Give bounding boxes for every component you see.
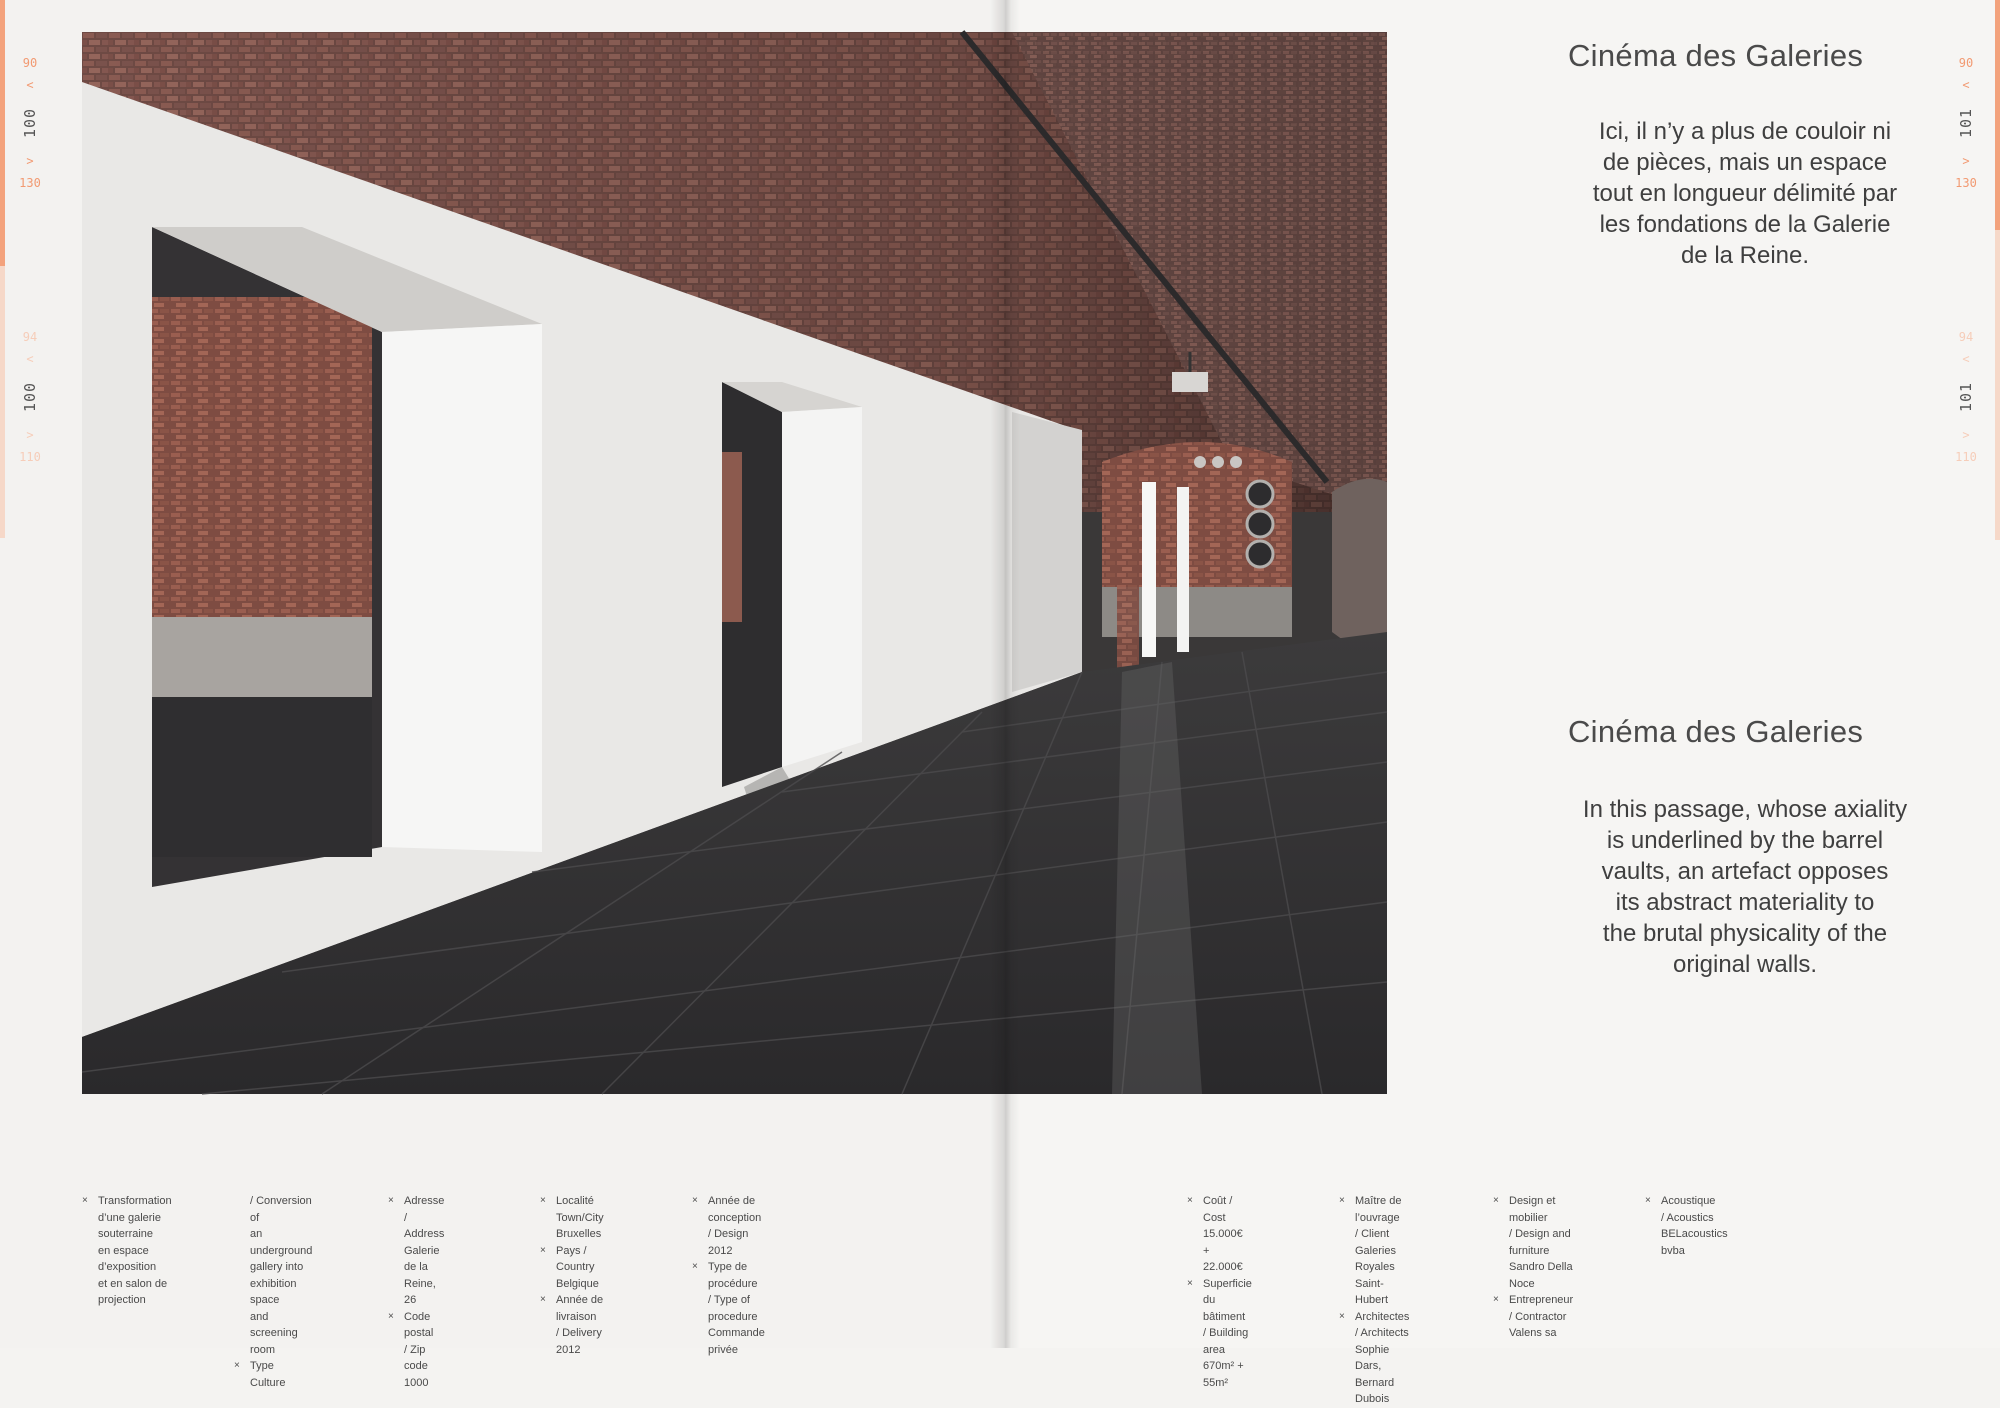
- credit-line: Année de livraison: [556, 1294, 604, 1323]
- credit-column: [1339, 1193, 1409, 1408]
- folio-prev[interactable]: 94: [1958, 330, 1974, 344]
- credit-line: Code postal: [404, 1310, 434, 1339]
- credit-line: / Building area: [1203, 1327, 1249, 1356]
- credit-line: Culture: [250, 1376, 286, 1389]
- body-line: is underlined by the barrel: [1606, 827, 1884, 854]
- credit-entry: [1187, 1276, 1252, 1392]
- folio-current: 101: [1957, 381, 1975, 413]
- credit-line: Type de procédure: [708, 1261, 758, 1290]
- folio-next-arrow: >: [1962, 428, 1970, 442]
- folio-next[interactable]: 130: [19, 176, 41, 190]
- credit-line: Valens sa: [1509, 1327, 1557, 1339]
- credit-line: Coût / Cost: [1203, 1195, 1233, 1224]
- credit-column: [1493, 1193, 1573, 1342]
- folio-prev-arrow: <: [26, 352, 34, 366]
- body-french: [1560, 116, 1930, 271]
- credit-line: Belgique: [556, 1277, 599, 1290]
- credit-entry: [388, 1193, 444, 1309]
- credit-line: / Contractor: [1509, 1310, 1567, 1323]
- credit-line: Galeries Royales: [1355, 1244, 1396, 1273]
- credit-entry: [1187, 1193, 1252, 1276]
- credit-column: [82, 1193, 172, 1309]
- bullet-cross-icon: ×: [1187, 1277, 1193, 1289]
- bullet-cross-icon: ×: [540, 1294, 546, 1305]
- folio-next-arrow: >: [1962, 154, 1970, 168]
- left-thumb-tab: [0, 0, 5, 266]
- credit-line: / Delivery: [556, 1327, 602, 1339]
- folio-next-arrow: >: [26, 428, 34, 442]
- credit-entry: [1493, 1292, 1573, 1342]
- bullet-cross-icon: ×: [692, 1195, 698, 1206]
- folio-left-bottom: [10, 330, 50, 464]
- credit-line: d’une galerie: [98, 1211, 161, 1224]
- body-line: original walls.: [1672, 951, 1818, 978]
- credit-line: / Architects: [1355, 1327, 1409, 1339]
- body-english: [1560, 794, 1930, 980]
- body-line: tout en longueur délimité par: [1592, 180, 1898, 207]
- credit-column: [540, 1193, 604, 1358]
- credit-line: BELacoustics bvba: [1661, 1228, 1728, 1257]
- credit-entry: [1645, 1193, 1728, 1259]
- credit-entry: [1339, 1193, 1409, 1309]
- credit-line: en espace: [98, 1244, 149, 1257]
- body-line: de la Reine.: [1680, 242, 1810, 269]
- body-line: Ici, il n’y a plus de couloir ni: [1598, 118, 1892, 145]
- credit-column: [1645, 1193, 1728, 1259]
- credit-line: and screening: [250, 1310, 298, 1339]
- credit-line: Sophie Dars,: [1355, 1343, 1390, 1372]
- credit-line: Année de: [708, 1195, 756, 1207]
- credit-entry: [1493, 1193, 1573, 1292]
- bullet-cross-icon: ×: [540, 1244, 546, 1256]
- credit-line: 2012: [556, 1343, 581, 1356]
- body-line: les fondations de la Galerie: [1599, 211, 1891, 238]
- folio-right-top: [1946, 56, 1986, 190]
- gallery-photograph: [82, 32, 1387, 1094]
- folio-prev-arrow: <: [1962, 352, 1970, 366]
- credit-line: Architectes: [1355, 1310, 1410, 1323]
- left-thumb-tab-light: [0, 266, 5, 538]
- credit-line: / Design: [708, 1228, 749, 1240]
- credit-line: Bruxelles: [556, 1228, 602, 1240]
- credit-line: an underground: [250, 1228, 313, 1257]
- credit-entry: [1339, 1309, 1409, 1408]
- folio-next[interactable]: 110: [1955, 450, 1977, 464]
- bullet-cross-icon: ×: [388, 1310, 394, 1322]
- credit-line: / Type of: [708, 1294, 750, 1306]
- title-french: Cinéma des Galeries: [1568, 38, 1864, 73]
- credit-entry: [540, 1243, 604, 1293]
- body-line: vaults, an artefact opposes: [1601, 858, 1889, 885]
- bullet-cross-icon: ×: [692, 1261, 698, 1272]
- credit-entry: [234, 1193, 312, 1358]
- credit-entry: [388, 1309, 444, 1392]
- credit-line: 15.000€ + 22.000€: [1203, 1228, 1243, 1273]
- credit-line: et en salon de: [98, 1277, 168, 1290]
- credit-line: / Acoustics: [1661, 1211, 1714, 1224]
- credit-column: [388, 1193, 444, 1391]
- credit-line: souterraine: [98, 1228, 154, 1240]
- credit-line: Localité: [556, 1195, 594, 1207]
- folio-current: 100: [21, 381, 39, 413]
- credit-line: / Conversion of: [250, 1195, 312, 1224]
- credit-line: Saint-Hubert: [1355, 1277, 1389, 1306]
- credit-line: Town/City: [556, 1211, 604, 1224]
- credit-column: [1187, 1193, 1252, 1391]
- bullet-cross-icon: ×: [388, 1195, 394, 1206]
- credit-line: room: [250, 1343, 276, 1356]
- right-thumb-tab: [1995, 0, 2000, 230]
- credit-line: Entrepreneur: [1509, 1294, 1574, 1306]
- right-thumb-tab-light: [1995, 230, 2000, 540]
- bullet-cross-icon: ×: [234, 1360, 240, 1371]
- credit-line: Bernard Dubois: [1355, 1376, 1395, 1405]
- credit-entry: [692, 1259, 765, 1358]
- credit-line: d’exposition: [98, 1261, 157, 1273]
- bullet-cross-icon: ×: [1493, 1195, 1499, 1206]
- credit-line: 2012: [708, 1244, 733, 1257]
- folio-next[interactable]: 110: [19, 450, 41, 464]
- credit-line: Type: [250, 1360, 274, 1372]
- folio-prev[interactable]: 90: [1958, 56, 1974, 70]
- bullet-cross-icon: ×: [540, 1195, 546, 1206]
- credit-line: Pays / Country: [556, 1244, 595, 1273]
- bullet-cross-icon: ×: [1339, 1195, 1345, 1206]
- credit-line: / Zip code: [404, 1343, 428, 1372]
- credit-line: Sandro Della Noce: [1509, 1261, 1573, 1290]
- bullet-cross-icon: ×: [1493, 1294, 1499, 1305]
- credit-line: / Design and: [1509, 1228, 1571, 1240]
- credit-line: exhibition space: [250, 1277, 297, 1306]
- credit-line: furniture: [1509, 1244, 1550, 1257]
- folio-next-arrow: >: [26, 154, 34, 168]
- credit-line: bâtiment: [1203, 1310, 1246, 1323]
- credit-line: projection: [98, 1294, 146, 1306]
- bullet-cross-icon: ×: [1645, 1195, 1651, 1206]
- folio-prev-arrow: <: [26, 78, 34, 92]
- credit-line: Maître de l’ouvrage: [1355, 1195, 1402, 1224]
- credit-line: conception: [708, 1211, 762, 1224]
- credit-line: / Client: [1355, 1228, 1390, 1240]
- credit-line: Commande privée: [708, 1327, 765, 1356]
- bullet-cross-icon: ×: [1339, 1310, 1345, 1322]
- credit-entry: [540, 1193, 604, 1243]
- credit-line: Transformation: [98, 1195, 172, 1207]
- credit-entry: [692, 1193, 765, 1259]
- credit-line: Acoustique: [1661, 1195, 1716, 1207]
- folio-next[interactable]: 130: [1955, 176, 1977, 190]
- folio-current: 101: [1957, 107, 1975, 139]
- body-line: In this passage, whose axiality: [1582, 796, 1908, 823]
- credit-line: Reine, 26: [404, 1277, 436, 1306]
- credit-line: Design et mobilier: [1509, 1195, 1556, 1224]
- credit-line: Adresse / Address: [404, 1195, 445, 1240]
- body-line: the brutal physicality of the: [1602, 920, 1888, 947]
- credit-line: 670m² + 55m²: [1203, 1360, 1244, 1389]
- credit-line: 1000: [404, 1376, 429, 1389]
- bullet-cross-icon: ×: [1187, 1195, 1193, 1206]
- credit-column: [234, 1193, 312, 1391]
- folio-prev-arrow: <: [1962, 78, 1970, 92]
- credit-line: Superficie du: [1203, 1277, 1252, 1306]
- credit-entry: [82, 1193, 172, 1309]
- credit-entry: [234, 1358, 312, 1391]
- body-line: de pièces, mais un espace: [1602, 149, 1888, 176]
- folio-right-bottom: [1946, 330, 1986, 464]
- body-line: its abstract materiality to: [1615, 889, 1875, 916]
- folio-prev[interactable]: 90: [22, 56, 38, 70]
- credit-line: Galerie de la: [404, 1244, 440, 1273]
- credit-line: gallery into: [250, 1261, 304, 1273]
- credit-line: procedure: [708, 1310, 758, 1323]
- folio-left-top: [10, 56, 50, 190]
- folio-prev[interactable]: 94: [22, 330, 38, 344]
- bullet-cross-icon: ×: [82, 1195, 88, 1206]
- book-gutter: [990, 0, 1020, 1348]
- folio-current: 100: [21, 107, 39, 139]
- credit-entry: [540, 1292, 604, 1358]
- title-english: Cinéma des Galeries: [1568, 714, 1864, 749]
- credit-column: [692, 1193, 765, 1358]
